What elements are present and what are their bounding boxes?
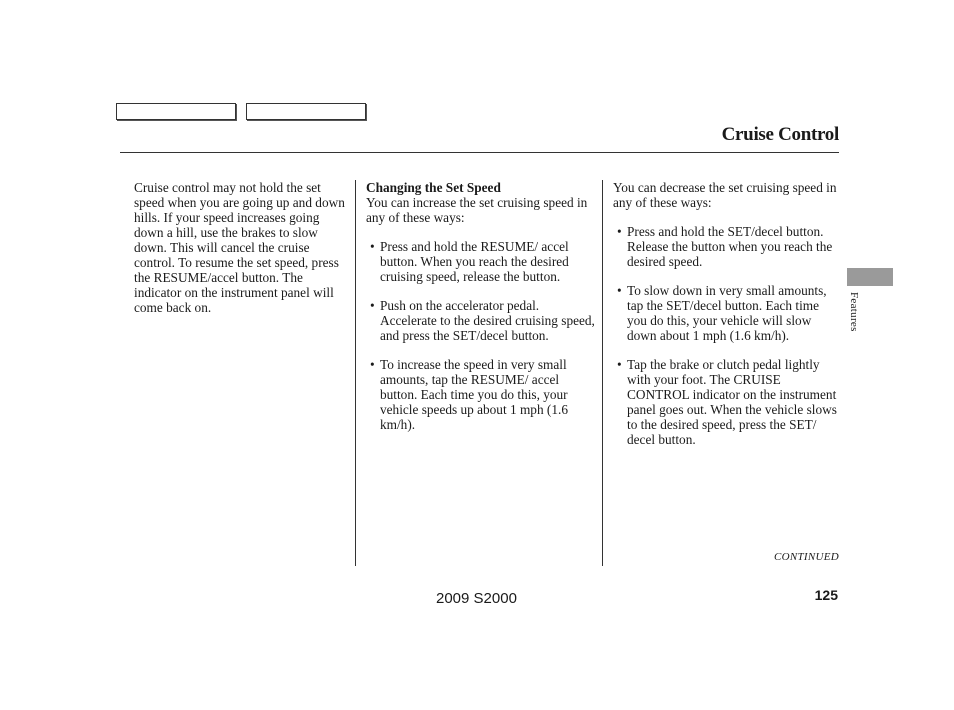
- list-item: • Press and hold the RESUME/ accel button. When you reach the desired cruising speed, release the button.: [370, 239, 569, 284]
- decrease-intro: You can decrease the set cruising speed in any of these ways:: [613, 180, 837, 210]
- list-item: • To increase the speed in very small amounts, tap the RESUME/ accel button. Each time you do this, your vehicle speeds up about 1 mph (1.6 km/h).: [370, 357, 568, 432]
- bullet-icon: •: [617, 283, 622, 298]
- list-item: • Tap the brake or clutch pedal lightly with your foot. The CRUISE CONTROL indicator on the instrument panel goes out. When the vehicle slows to the desired speed, press the SET/ decel button.: [617, 357, 837, 447]
- column-middle: [366, 180, 596, 446]
- nav-button-index[interactable]: [246, 103, 366, 120]
- column-left: [134, 180, 346, 315]
- column-right: [613, 180, 838, 461]
- bullet-icon: •: [617, 224, 622, 239]
- page-number: 125: [814, 587, 838, 603]
- section-tab[interactable]: [847, 268, 893, 286]
- list-item: • To slow down in very small amounts, tap the SET/decel button. Each time you do this, your vehicle will slow down about 1 mph (1.6 km/h).: [617, 283, 827, 343]
- title-divider: [120, 152, 839, 153]
- list-item: • Push on the accelerator pedal. Accelerate to the desired cruising speed, and press the SET/decel button.: [370, 298, 595, 343]
- bullet-icon: •: [370, 239, 375, 254]
- increase-intro: You can increase the set cruising speed in any of these ways:: [366, 195, 588, 225]
- section-heading: Changing the Set Speed: [366, 180, 501, 195]
- continued-note: CONTINUED: [773, 551, 839, 563]
- page-title: Cruise Control: [721, 124, 839, 145]
- nav-button-contents[interactable]: [116, 103, 236, 120]
- hill-warning-paragraph: Cruise control may not hold the set speed when you are going up and down hills. If your speed increases going down a hill, use the brakes to slow down. This will cancel the cruise control. To resume the set speed, press the RESUME/accel button. The indicator on the instrument panel will come back on.: [134, 180, 345, 315]
- bullet-icon: •: [370, 357, 375, 372]
- list-item: • Press and hold the SET/decel button. Release the button when you reach the desired speed.: [617, 224, 833, 269]
- bullet-icon: •: [617, 357, 622, 372]
- model-footer: 2009 S2000: [436, 590, 517, 607]
- bullet-icon: •: [370, 298, 375, 313]
- increase-list: [366, 239, 596, 432]
- column-divider: [355, 180, 356, 566]
- decrease-list: [613, 224, 838, 447]
- section-label: Features: [848, 292, 860, 332]
- column-divider: [602, 180, 603, 566]
